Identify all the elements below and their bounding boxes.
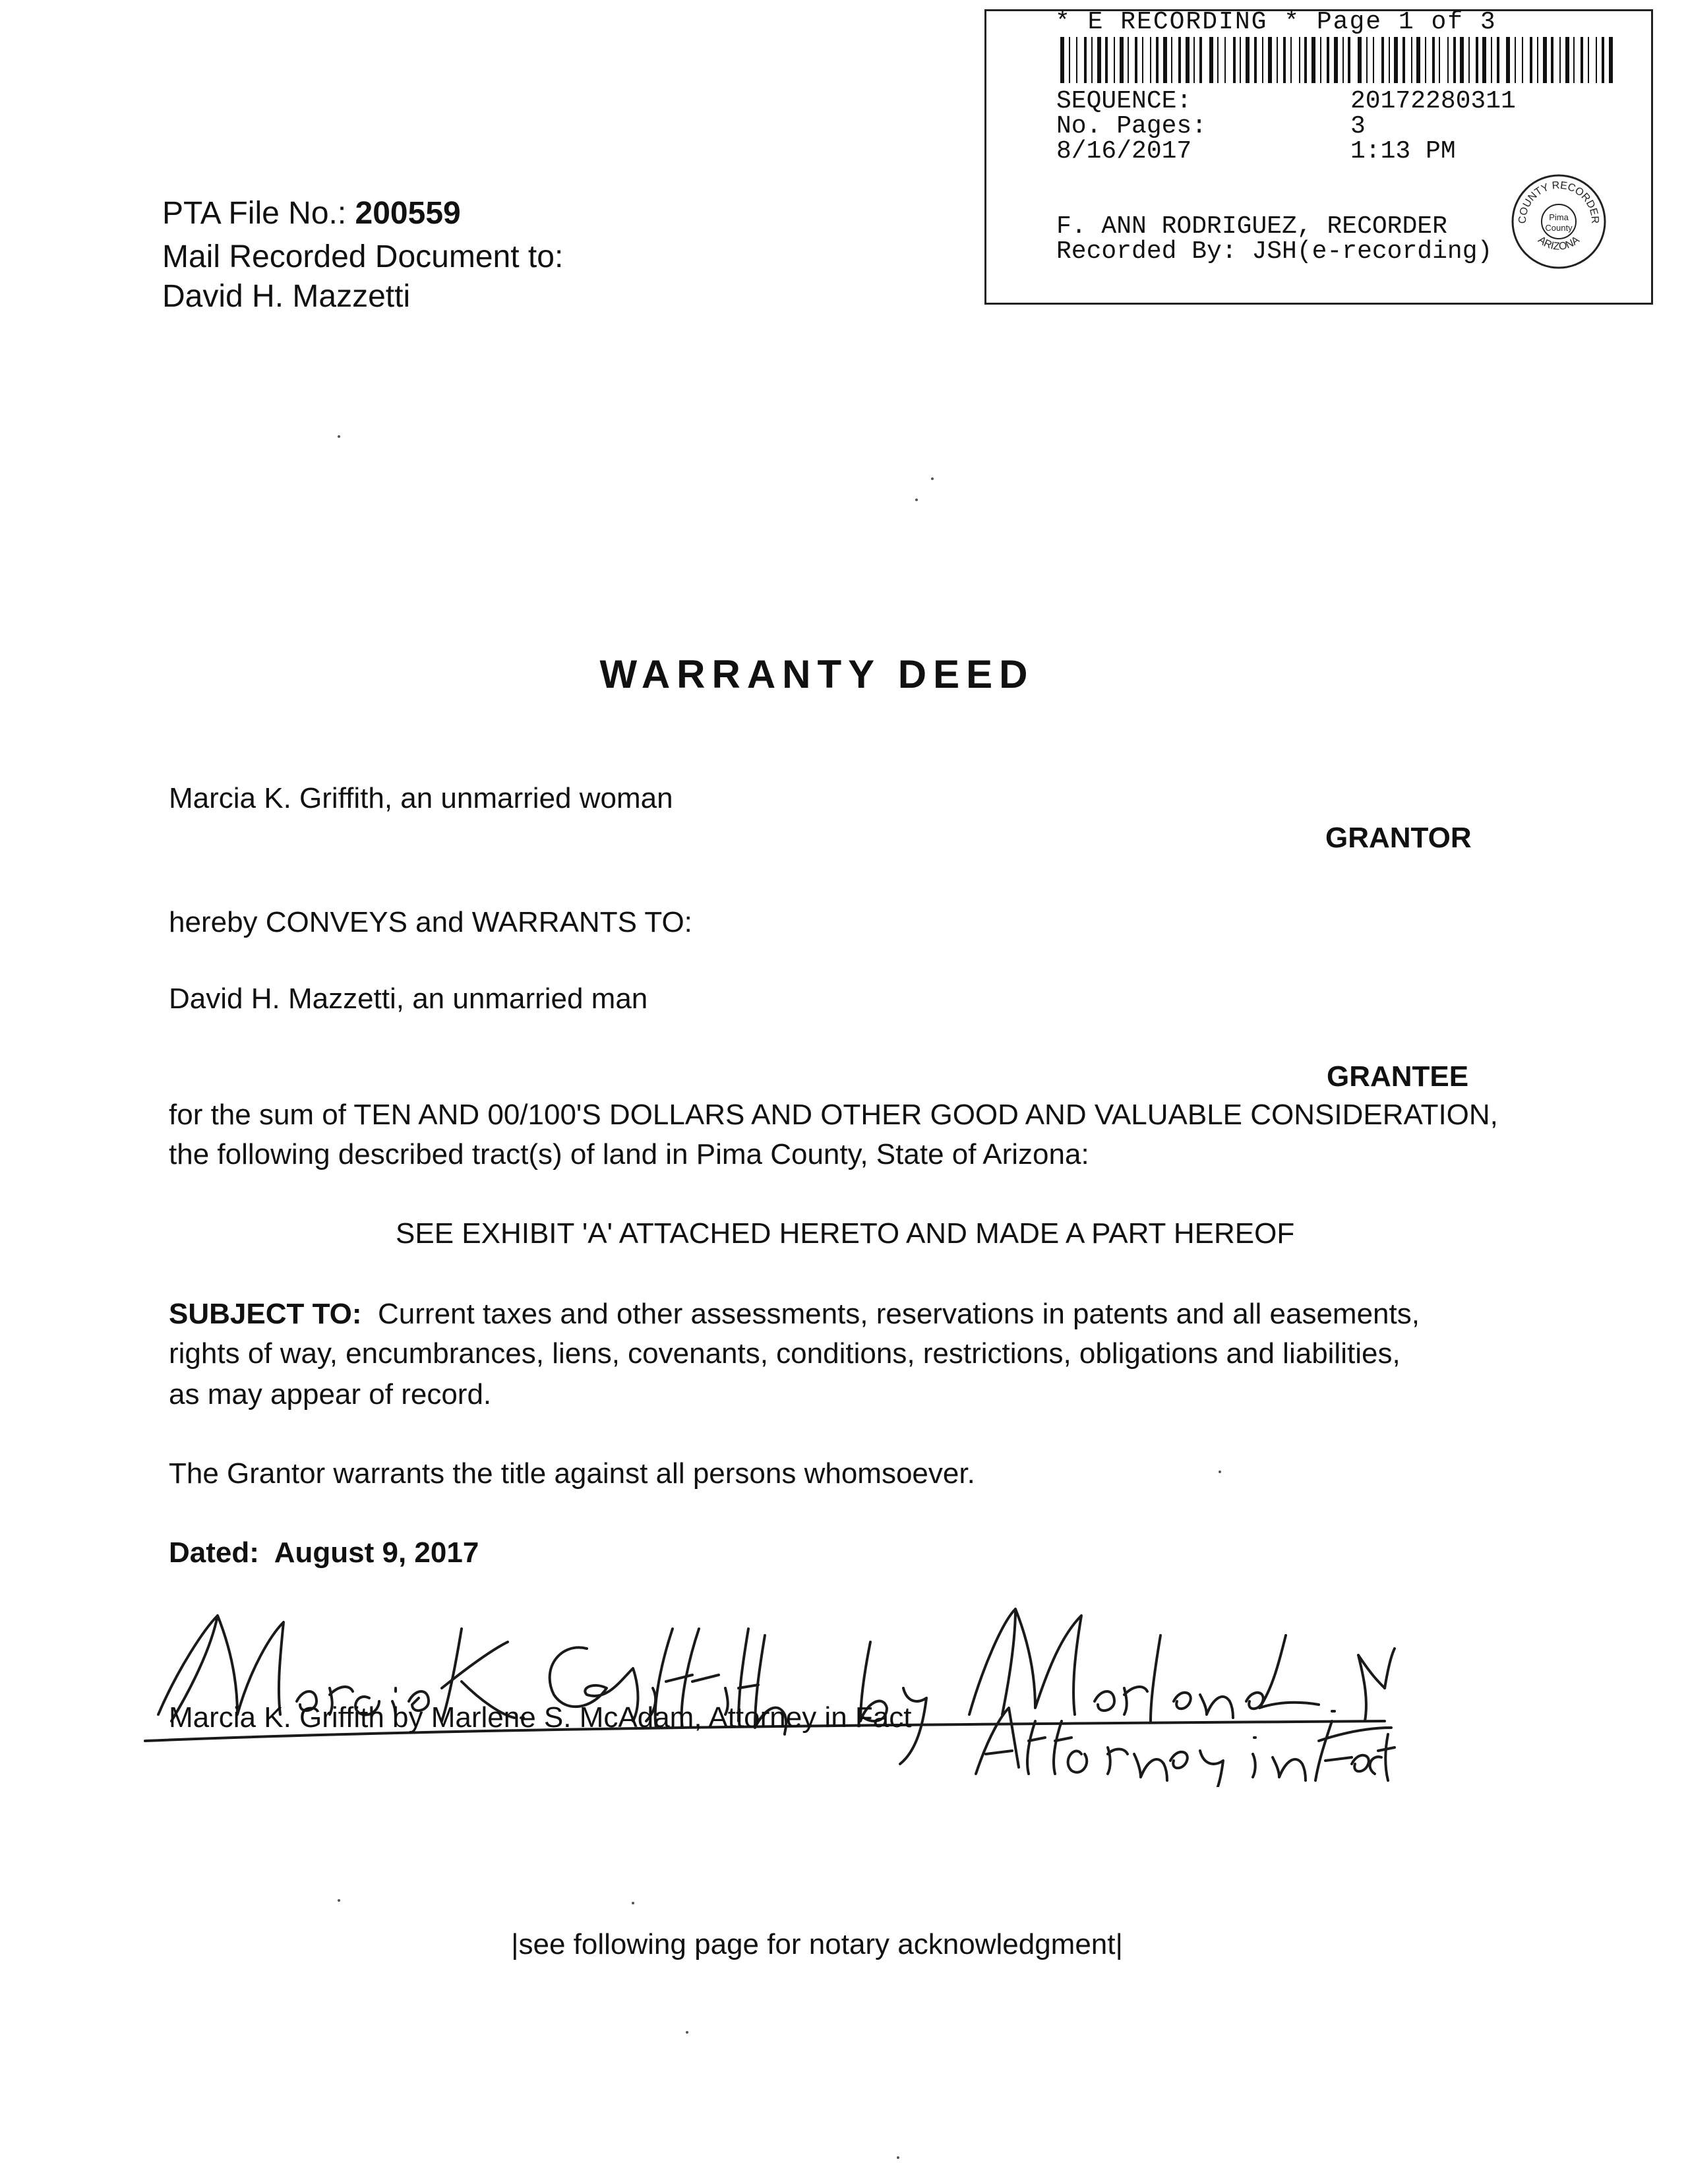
barcode-bar: [1342, 37, 1344, 83]
scan-speck: [915, 499, 918, 501]
barcode-bar: [1581, 37, 1583, 83]
exhibit-reference: SEE EXHIBIT 'A' ATTACHED HERETO AND MADE A PART HEREOF: [396, 1217, 1295, 1250]
subject-to-text-1: Current taxes and other assessments, reservations in patents and all easements,: [378, 1298, 1420, 1330]
grantee-name: David H. Mazzetti, an unmarried man: [169, 983, 648, 1015]
barcode-bar: [1373, 37, 1374, 83]
barcode-bar: [1135, 37, 1137, 83]
recording-date: 8/16/2017: [1056, 137, 1192, 166]
barcode-bar: [1565, 37, 1569, 83]
consideration-line-1: for the sum of TEN AND 00/100'S DOLLARS AND OTHER GOOD AND VALUABLE CONSIDERATION,: [169, 1099, 1498, 1131]
seal-text-top: COUNTY RECORDER: [1517, 179, 1601, 224]
notary-acknowledgment-note: |see following page for notary acknowledgment|: [511, 1928, 1123, 1960]
barcode-bar: [1609, 37, 1613, 83]
barcode-bar: [1588, 37, 1589, 83]
barcode-bar: [1411, 37, 1412, 83]
pta-file-label: PTA File No.:: [162, 196, 347, 231]
seal-text-bottom: ARIZONA: [1536, 234, 1582, 253]
barcode-bar: [1327, 37, 1329, 83]
barcode-bar: [1060, 37, 1064, 83]
barcode-bar: [1425, 37, 1426, 83]
barcode-bar: [1453, 37, 1456, 83]
barcode-bar: [1602, 37, 1604, 83]
barcode-bar: [1311, 37, 1315, 83]
mail-to-label: Mail Recorded Document to:: [162, 239, 564, 274]
subject-to-line-2: rights of way, encumbrances, liens, covenants, conditions, restrictions, obligations and liabilities,: [169, 1337, 1401, 1370]
barcode-bar: [1178, 37, 1181, 83]
seal-text-center-2: County: [1545, 223, 1573, 233]
barcode-bar: [1551, 37, 1553, 83]
barcode-bar: [1348, 37, 1350, 83]
barcode-bar: [1402, 37, 1405, 83]
barcode-bar: [1439, 37, 1440, 83]
scan-speck: [338, 1899, 340, 1902]
barcode-bar: [1199, 37, 1202, 83]
pta-file-number: 200559: [355, 196, 461, 231]
warranty-statement: The Grantor warrants the title against all persons whomsoever.: [169, 1457, 975, 1490]
barcode-bar: [1290, 37, 1292, 83]
subject-to-line-3: as may appear of record.: [169, 1378, 492, 1410]
barcode-bar: [1515, 37, 1516, 83]
barcode-bar: [1142, 37, 1143, 83]
barcode-bar: [1394, 37, 1398, 83]
barcode-bar: [1447, 37, 1449, 83]
barcode-bar: [1389, 37, 1390, 83]
recording-time: 1:13 PM: [1350, 137, 1456, 166]
barcode-bar: [1506, 37, 1510, 83]
dated-value: August 9, 2017: [274, 1536, 479, 1569]
recording-title: * E RECORDING * Page 1 of 3: [1055, 8, 1497, 36]
barcode-bar: [1381, 37, 1384, 83]
barcode-bar: [1268, 37, 1272, 83]
barcode-bar: [1497, 37, 1499, 83]
svg-text:ARIZONA: [1536, 234, 1582, 253]
barcode-bar: [1460, 37, 1464, 83]
barcode-bar: [1358, 37, 1362, 83]
sequence-label: SEQUENCE:: [1056, 87, 1192, 115]
barcode-bar: [1186, 37, 1190, 83]
conveys-line: hereby CONVEYS and WARRANTS TO:: [169, 906, 692, 938]
barcode-bar: [1193, 37, 1195, 83]
barcode-bar: [1432, 37, 1435, 83]
barcode-bar: [1254, 37, 1257, 83]
dated-line: [169, 1536, 479, 1569]
seal-text-center-1: Pima: [1549, 212, 1569, 222]
barcode-bar: [1522, 37, 1523, 83]
barcode-bar: [1091, 37, 1093, 83]
document-title: WARRANTY DEED: [599, 652, 1035, 696]
barcode-bar: [1277, 37, 1278, 83]
barcode-bar: [1416, 37, 1420, 83]
barcode-bar: [1246, 37, 1250, 83]
barcode-bar: [1262, 37, 1263, 83]
barcode-bar: [1076, 37, 1077, 83]
scan-speck: [1219, 1471, 1221, 1473]
barcode-bar: [1240, 37, 1241, 83]
barcode-bar: [1224, 37, 1226, 83]
recorder-name: F. ANN RODRIGUEZ, RECORDER: [1056, 212, 1447, 241]
recorded-by: Recorded By: JSH(e-recording): [1056, 237, 1493, 266]
barcode-bar: [1217, 37, 1219, 83]
signer-name-line: Marcia K. Griffith by Marlene S. McAdam, Attorney in Fact: [169, 1701, 912, 1734]
barcode-bar: [1163, 37, 1167, 83]
barcode-bar: [1283, 37, 1286, 83]
barcode-bar: [1573, 37, 1575, 83]
barcode-bar: [1299, 37, 1300, 83]
barcode-bar: [1304, 37, 1307, 83]
grantor-label: GRANTOR: [1325, 822, 1472, 854]
barcode-bar: [1320, 37, 1321, 83]
barcode-bar: [1156, 37, 1159, 83]
sequence-value: 20172280311: [1350, 87, 1516, 115]
grantee-label: GRANTEE: [1327, 1060, 1469, 1093]
mail-to-name: David H. Mazzetti: [162, 279, 411, 314]
barcode-bar: [1150, 37, 1151, 83]
dated-label: Dated:: [169, 1536, 259, 1569]
barcode-bar: [1468, 37, 1470, 83]
barcode-bar: [1482, 37, 1486, 83]
scan-speck: [897, 2156, 899, 2159]
barcode-bar: [1543, 37, 1547, 83]
scan-speck: [931, 477, 934, 480]
scan-speck: [632, 1902, 634, 1904]
grantor-name: Marcia K. Griffith, an unmarried woman: [169, 782, 673, 814]
pta-file-line: [162, 195, 461, 231]
barcode-bar: [1233, 37, 1236, 83]
barcode-bar: [1476, 37, 1478, 83]
pages-value: 3: [1350, 112, 1366, 140]
barcode-bar: [1128, 37, 1129, 83]
barcode-bar: [1530, 37, 1532, 83]
barcode-bar: [1120, 37, 1124, 83]
handwritten-signature: [132, 1589, 1398, 1787]
barcode-bar: [1559, 37, 1561, 83]
county-recorder-seal: [1510, 173, 1608, 270]
subject-to-label: SUBJECT TO:: [169, 1298, 362, 1330]
scan-speck: [686, 2031, 688, 2034]
barcode-bar: [1097, 37, 1101, 83]
barcode: [1060, 37, 1614, 83]
barcode-bar: [1069, 37, 1070, 83]
barcode-bar: [1537, 37, 1538, 83]
barcode-bar: [1209, 37, 1213, 83]
barcode-bar: [1114, 37, 1115, 83]
consideration-line-2: the following described tract(s) of land in Pima County, State of Arizona:: [169, 1138, 1089, 1170]
barcode-bar: [1084, 37, 1087, 83]
barcode-bar: [1171, 37, 1172, 83]
barcode-bar: [1491, 37, 1492, 83]
subject-to-line-1: [169, 1298, 1420, 1331]
barcode-bar: [1334, 37, 1338, 83]
barcode-bar: [1596, 37, 1597, 83]
barcode-bar: [1105, 37, 1108, 83]
scan-speck: [338, 435, 340, 438]
barcode-bar: [1366, 37, 1368, 83]
pages-label: No. Pages:: [1056, 112, 1207, 140]
